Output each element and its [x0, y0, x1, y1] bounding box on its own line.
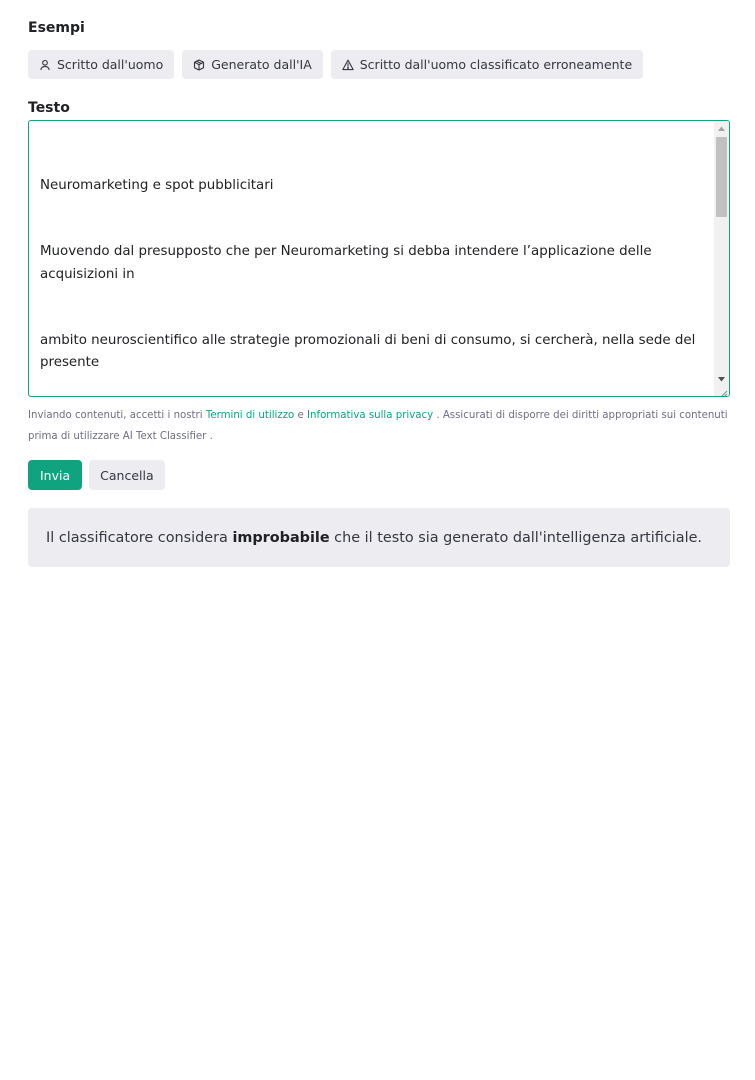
- result-suffix: che il testo sia generato dall'intelligenza artificiale.: [329, 529, 703, 546]
- form-actions: [28, 460, 165, 490]
- example-ai-button[interactable]: [182, 50, 323, 79]
- text-title: Testo: [28, 100, 70, 116]
- terms-notice: [28, 405, 730, 447]
- result-prefix: Il classificatore considera: [46, 529, 233, 546]
- text-input[interactable]: [28, 120, 730, 397]
- examples-title: Esempi: [28, 20, 85, 36]
- example-misclassified-button[interactable]: [331, 50, 643, 79]
- submit-button[interactable]: Invia: [28, 460, 82, 490]
- examples-bar: [28, 50, 643, 79]
- example-human-label: Scritto dall'uomo: [57, 57, 164, 72]
- text-line: Neuromarketing e spot pubblicitari: [40, 178, 274, 194]
- result-text: [46, 530, 702, 546]
- scroll-up-arrow-icon[interactable]: [714, 121, 729, 135]
- text-input-content[interactable]: [40, 131, 712, 397]
- user-icon: [39, 59, 51, 71]
- resize-handle-icon[interactable]: [718, 385, 728, 395]
- scroll-down-arrow-icon[interactable]: [714, 372, 729, 386]
- clear-button[interactable]: Cancella: [89, 460, 164, 490]
- scrollbar-thumb[interactable]: [716, 137, 727, 217]
- terms-and: e: [294, 410, 308, 421]
- example-misclassified-label: Scritto dall'uomo classificato erroneamente: [359, 57, 633, 72]
- text-line: ambito neuroscientifico alle strategie promozionali di beni di consumo, si cercherà, nella sede del presente: [40, 332, 700, 370]
- terms-prefix: Inviando contenuti, accetti i nostri: [28, 410, 206, 421]
- result-verdict: improbabile: [232, 529, 330, 546]
- classification-result: [28, 508, 730, 567]
- terms-of-use-link[interactable]: Termini di utilizzo: [205, 410, 295, 421]
- cube-icon: [193, 59, 205, 71]
- terms-suffix: . Assicurati di disporre dei diritti appropriati sui contenuti prima di utilizzare AI Text Classifier .: [28, 410, 728, 442]
- warning-icon: [342, 59, 354, 71]
- example-ai-label: Generato dall'IA: [211, 57, 312, 72]
- text-input-scrollbar[interactable]: [714, 121, 729, 396]
- example-human-button[interactable]: [28, 50, 174, 79]
- text-line: Muovendo dal presupposto che per Neuromarketing si debba intendere l’applicazione delle acquisizioni in: [40, 244, 656, 282]
- privacy-policy-link[interactable]: Informativa sulla privacy: [307, 410, 434, 421]
